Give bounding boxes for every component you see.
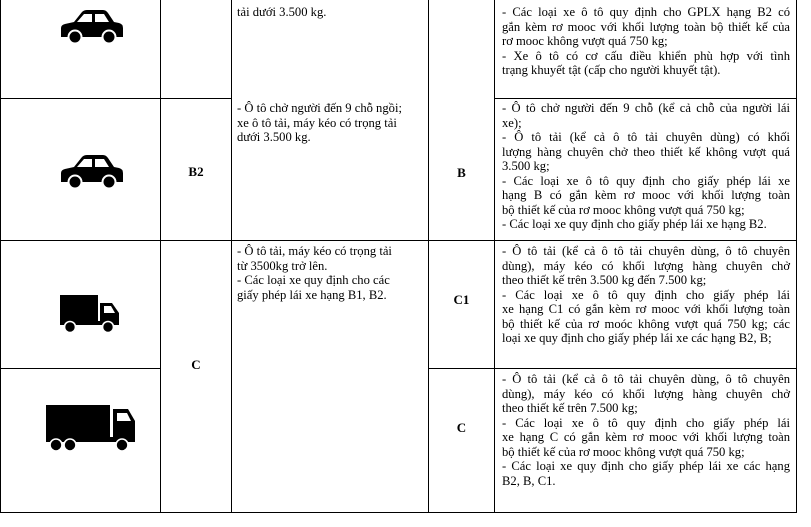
description-line: trạng khuyết tật (cấp cho người khuyết tật). xyxy=(502,63,721,77)
description-line: xe hạng C có gắn kèm rơ mooc với khối lượng toàn xyxy=(502,430,790,444)
description-line: - Ô tô tải (kể cả ô tô tải chuyên dùng, ô tô chuyên xyxy=(502,372,790,386)
column-divider xyxy=(428,0,429,513)
new-description xyxy=(502,372,790,488)
row-divider xyxy=(0,368,160,369)
description-line: - Các loại xe ô tô quy định cho GPLX hạng B2 có xyxy=(502,5,790,19)
description-line: giấy phép lái xe hạng B1, B2. xyxy=(237,287,387,302)
description-line: tải dưới 3.500 kg. xyxy=(237,5,327,19)
description-line: bộ thiết kế của rơ moóc không vượt quá 750 kg; các xyxy=(502,316,790,331)
description-line: xe); xyxy=(502,115,522,130)
new-description xyxy=(502,101,790,232)
row-divider xyxy=(428,368,796,369)
small-truck-icon xyxy=(58,293,122,335)
description-line: 3.500 kg; xyxy=(502,159,550,173)
old-license-class: B2 xyxy=(188,164,204,179)
large-truck-icon xyxy=(44,401,138,453)
column-divider xyxy=(494,0,495,513)
new-description xyxy=(502,244,790,346)
description-line: dưới 3.500 kg. xyxy=(237,130,311,144)
description-line: - Ô tô tải (kể cả ô tô tải chuyên dùng, ô tô chuyên xyxy=(502,244,790,258)
description-line: rơ mooc không vượt quá 750 kg; xyxy=(502,34,668,48)
description-line: theo thiết kế trên 3.500 kg đến 7.500 kg; xyxy=(502,273,707,287)
old-description xyxy=(237,101,423,145)
new-license-class: C1 xyxy=(453,292,470,307)
description-line: - Các loại xe ô tô quy định cho giấy phép lái xyxy=(502,287,790,302)
description-line: - Xe ô tô có cơ cấu điều khiển phù hợp với tình xyxy=(502,48,790,63)
description-line: B2, B, C1. xyxy=(502,473,556,488)
column-divider xyxy=(160,0,161,513)
old-description xyxy=(237,5,423,20)
description-line: - Các loại xe ô tô quy định cho giấy phép lái xe xyxy=(502,173,790,188)
description-line: - Ô tô tải, máy kéo có trọng tải xyxy=(237,244,392,258)
description-line: hạng B có gắn kèm rơ mooc với khối lượng toàn xyxy=(502,188,790,202)
description-line: dùng), máy kéo có khối lượng hàng chuyên chở xyxy=(502,258,790,273)
description-line: xe hạng C1 có gắn kèm rơ mooc với khối lượng toàn xyxy=(502,302,790,316)
table-right-border xyxy=(796,0,797,513)
column-divider xyxy=(231,0,232,513)
car-icon xyxy=(58,153,126,189)
description-line: - Ô tô chở người đến 9 chỗ (kể cả chỗ của người lái xyxy=(502,101,790,115)
description-line: gắn kèm rơ mooc với khối lượng toàn bộ thiết kế của xyxy=(502,19,790,34)
description-line: từ 3500kg trở lên. xyxy=(237,258,328,273)
old-license-class: C xyxy=(191,357,201,372)
description-line: - Các loại xe quy định cho giấy phép lái xe các hạng xyxy=(502,459,790,473)
description-line: - Ô tô chở người đến 9 chỗ ngồi; xyxy=(237,101,402,115)
description-line: xe ô tô tải, máy kéo có trọng tải xyxy=(237,115,397,130)
new-license-class: C xyxy=(456,420,467,435)
table-left-border xyxy=(0,0,1,513)
description-line: bộ thiết kế của rơ mooc không vượt quá 750 kg; xyxy=(502,202,745,217)
description-line: dùng), máy kéo có khối lượng hàng chuyên chở xyxy=(502,386,790,401)
description-line: theo thiết kế trên 7.500 kg; xyxy=(502,401,638,415)
description-line: loại xe quy định cho giấy phép lái xe các hạng B2, B; xyxy=(502,331,772,345)
description-line: - Các loại xe quy định cho giấy phép lái xe hạng B2. xyxy=(502,217,767,231)
description-line: - Ô tô tải (kể cả ô tô tải chuyên dùng) có khối xyxy=(502,130,790,144)
new-description xyxy=(502,5,790,78)
old-description xyxy=(237,244,423,302)
row-divider xyxy=(494,98,796,99)
car-icon xyxy=(58,8,126,44)
description-line: lượng hàng chuyên chở theo thiết kế không vượt quá xyxy=(502,144,790,159)
description-line: bộ thiết kế của rơ mooc không vượt quá 750 kg; xyxy=(502,444,745,459)
row-divider xyxy=(0,240,796,241)
description-line: - Các loại xe quy định cho các xyxy=(237,273,390,287)
table-bottom-border xyxy=(0,512,796,513)
new-license-class: B xyxy=(457,165,466,180)
description-line: - Các loại xe ô tô quy định cho giấy phép lái xyxy=(502,415,790,430)
row-divider xyxy=(0,98,231,99)
